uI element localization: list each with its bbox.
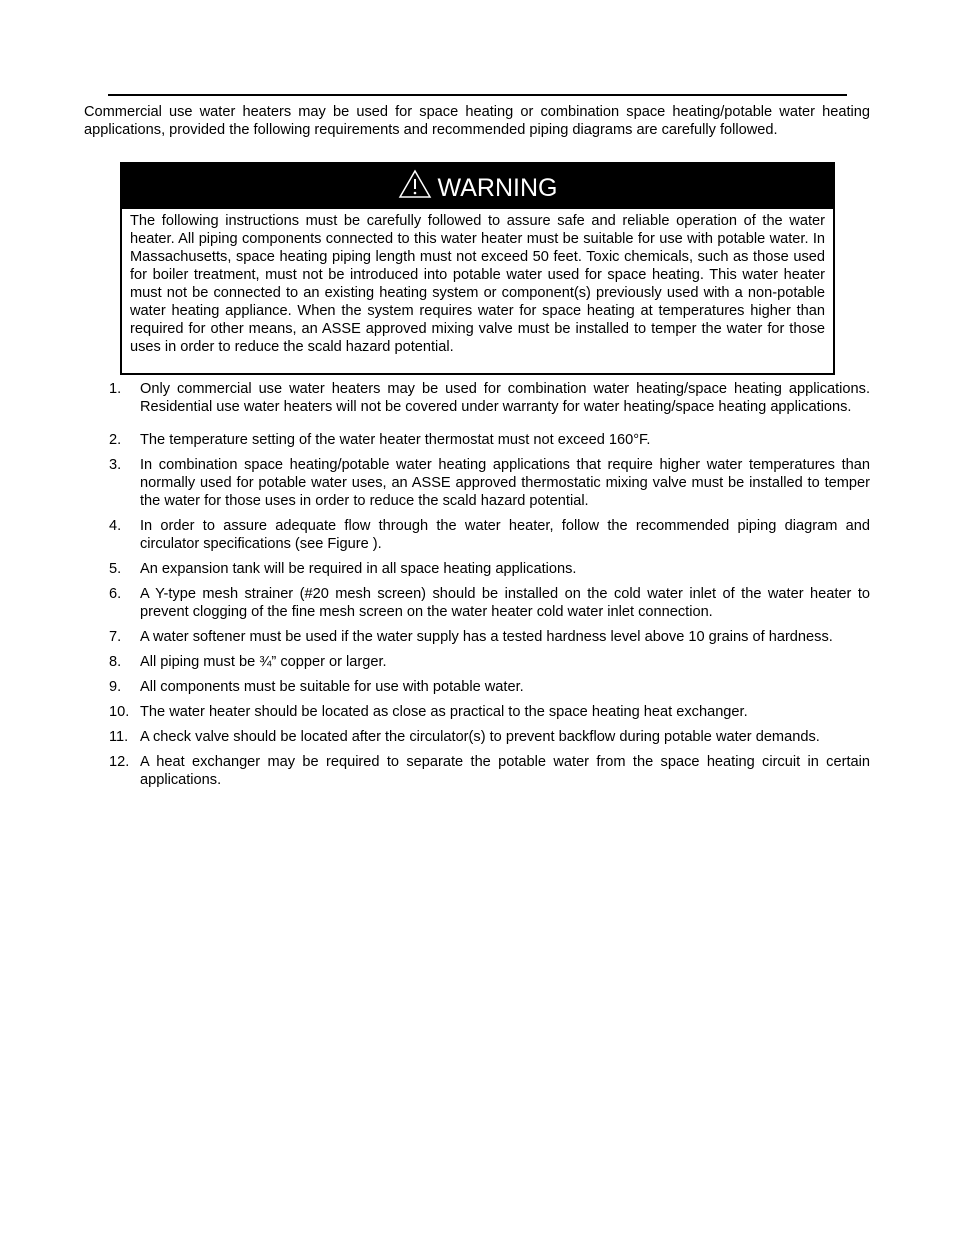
list-item [109, 431, 870, 449]
list-text: The water heater should be located as close as practical to the space heating heat exchanger. [140, 704, 748, 720]
list-number: 4. [109, 518, 122, 534]
list-text: In order to assure adequate flow through the water heater, follow the recommended piping diagram and circulator specifications (see Figure ). [140, 518, 870, 552]
list-item [109, 380, 870, 416]
list-item [109, 753, 870, 789]
list-item [109, 456, 870, 510]
warning-title-row [122, 169, 833, 205]
list-item [109, 728, 870, 746]
list-item [109, 628, 870, 646]
list-number: 9. [109, 679, 122, 695]
list-text: A heat exchanger may be required to separate the potable water from the space heating circuit in certain applications. [140, 754, 870, 788]
list-text: In combination space heating/potable water heating applications that require higher water temperatures than normally used for potable water uses, an ASSE approved thermostatic mixing valve must be installed to temper the water for those uses in order to reduce the scald hazard potential. [140, 457, 870, 509]
requirements-list [109, 380, 870, 796]
list-text: A Y-type mesh strainer (#20 mesh screen) should be installed on the cold water inlet of the water heater to prevent clogging of the fine mesh screen on the water heater cold water inlet connection. [140, 586, 870, 620]
list-text: A water softener must be used if the water supply has a tested hardness level above 10 grains of hardness. [140, 629, 833, 645]
list-number: 2. [109, 432, 122, 448]
header-rule [108, 94, 847, 96]
list-number: 8. [109, 654, 122, 670]
list-text: A check valve should be located after the circulator(s) to prevent backflow during potable water demands. [140, 729, 820, 745]
list-number: 5. [109, 561, 122, 577]
list-number: 12. [109, 754, 130, 770]
intro-paragraph: Commercial use water heaters may be used for space heating or combination space heating/potable water heating applications, provided the following requirements and recommended piping diagrams are carefully followed. [84, 104, 870, 138]
list-number: 11. [109, 729, 129, 745]
list-text: All components must be suitable for use with potable water. [140, 679, 524, 695]
list-item [109, 560, 870, 578]
list-text: The temperature setting of the water heater thermostat must not exceed 160°F. [140, 432, 651, 448]
list-text: Only commercial use water heaters may be used for combination water heating/space heating applications. Residential use water heaters will not be covered under warranty for water heating/space heating applications. [140, 381, 870, 415]
list-number: 3. [109, 457, 122, 473]
list-number: 10. [109, 704, 130, 720]
list-item [109, 653, 870, 671]
list-item [109, 585, 870, 621]
list-text: An expansion tank will be required in all space heating applications. [140, 561, 577, 577]
warning-header [122, 164, 833, 209]
list-number: 1. [109, 381, 122, 397]
list-item [109, 703, 870, 721]
list-item [109, 517, 870, 553]
list-text: All piping must be ¾” copper or larger. [140, 654, 387, 670]
warning-text: The following instructions must be carefully followed to assure safe and reliable operation of the water heater. All piping components connected to this water heater must be suitable for use with potable water. In Massachusetts, space heating piping length must not exceed 50 feet. Toxic chemicals, such as those used for boiler treatment, must not be introduced into potable water used for space heating. This water heater must not be connected to an existing heating system or component(s) previously used with a non-potable water heating appliance. When the system requires water for space heating at temperatures higher than required for other means, an ASSE approved mixing valve must be installed to temper the water for those uses in order to reduce the scald hazard potential. [130, 213, 825, 355]
list-number: 6. [109, 586, 122, 602]
warning-triangle-icon [398, 169, 432, 199]
warning-title: WARNING [437, 174, 558, 202]
list-item [109, 678, 870, 696]
warning-box [120, 162, 835, 375]
list-number: 7. [109, 629, 122, 645]
